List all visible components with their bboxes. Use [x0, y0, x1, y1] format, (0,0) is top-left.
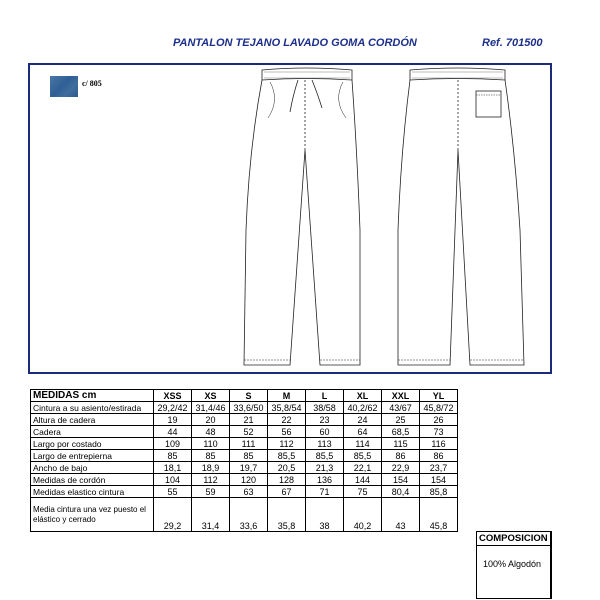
table-cell: 86	[420, 450, 458, 462]
table-cell: 22,9	[382, 462, 420, 474]
table-cell: 56	[268, 426, 306, 438]
table-row	[31, 438, 458, 450]
table-cell: 18,1	[154, 462, 192, 474]
table-cell: 18,9	[192, 462, 230, 474]
table-cell: 52	[230, 426, 268, 438]
table-cell: 85	[230, 450, 268, 462]
table-cell: 80,4	[382, 486, 420, 498]
table-cell: 22,1	[344, 462, 382, 474]
table-cell: 113	[306, 438, 344, 450]
table-header-cell: M	[268, 390, 306, 402]
composition-box	[476, 531, 552, 599]
table-cell: 45,8	[420, 498, 458, 532]
table-cell: 38/58	[306, 402, 344, 414]
table-cell: 31,4	[192, 498, 230, 532]
row-label: Medidas de cordón	[31, 474, 154, 486]
table-cell: 23	[306, 414, 344, 426]
table-cell: 35,8/54	[268, 402, 306, 414]
back-pants-drawing	[398, 68, 524, 365]
table-cell: 55	[154, 486, 192, 498]
table-header-cell: YL	[420, 390, 458, 402]
table-row	[31, 402, 458, 414]
table-cell: 112	[268, 438, 306, 450]
table-cell: 40,2	[344, 498, 382, 532]
table-row	[31, 486, 458, 498]
fabric-color-code: c/ 805	[82, 79, 102, 88]
table-row	[31, 474, 458, 486]
table-row	[31, 426, 458, 438]
table-cell: 120	[230, 474, 268, 486]
table-cell: 29,2	[154, 498, 192, 532]
table-cell: 48	[192, 426, 230, 438]
table-cell: 85,5	[344, 450, 382, 462]
table-row	[31, 450, 458, 462]
table-cell: 63	[230, 486, 268, 498]
table-cell: 24	[344, 414, 382, 426]
table-cell: 67	[268, 486, 306, 498]
table-cell: 111	[230, 438, 268, 450]
row-label: Largo de entrepierna	[31, 450, 154, 462]
table-cell: 22	[268, 414, 306, 426]
table-cell: 19	[154, 414, 192, 426]
table-cell: 85	[192, 450, 230, 462]
table-cell: 38	[306, 498, 344, 532]
table-cell: 25	[382, 414, 420, 426]
table-cell: 44	[154, 426, 192, 438]
table-cell: 68,5	[382, 426, 420, 438]
table-header-row	[31, 390, 458, 402]
measurement-table	[30, 389, 458, 532]
table-cell: 144	[344, 474, 382, 486]
row-label: Cadera	[31, 426, 154, 438]
table-cell: 33,6/50	[230, 402, 268, 414]
table-header-cell: MEDIDAS cm	[31, 390, 154, 402]
table-cell: 114	[344, 438, 382, 450]
composition-heading: COMPOSICION	[477, 532, 550, 546]
table-header-cell: L	[306, 390, 344, 402]
table-row	[31, 462, 458, 474]
table-cell: 110	[192, 438, 230, 450]
table-cell: 85,5	[268, 450, 306, 462]
table-cell: 59	[192, 486, 230, 498]
product-title: PANTALON TEJANO LAVADO GOMA CORDÓN	[173, 37, 417, 49]
table-cell: 128	[268, 474, 306, 486]
table-header-cell: XL	[344, 390, 382, 402]
table-cell: 86	[382, 450, 420, 462]
table-cell: 31,4/46	[192, 402, 230, 414]
front-pants-drawing	[244, 68, 360, 365]
table-cell: 154	[382, 474, 420, 486]
table-cell: 109	[154, 438, 192, 450]
table-cell: 21	[230, 414, 268, 426]
table-cell: 43	[382, 498, 420, 532]
row-label: Cintura a su asiento/estirada	[31, 402, 154, 414]
table-row	[31, 414, 458, 426]
table-cell: 29,2/42	[154, 402, 192, 414]
table-cell: 112	[192, 474, 230, 486]
table-header-cell: XXL	[382, 390, 420, 402]
table-cell: 20	[192, 414, 230, 426]
table-cell: 23,7	[420, 462, 458, 474]
table-cell: 45,8/72	[420, 402, 458, 414]
composition-value: 100% Algodón	[483, 559, 542, 569]
table-row	[31, 498, 458, 532]
row-label: Largo por costado	[31, 438, 154, 450]
table-cell: 35,8	[268, 498, 306, 532]
table-cell: 75	[344, 486, 382, 498]
table-header-cell: XSS	[154, 390, 192, 402]
row-label: Altura de cadera	[31, 414, 154, 426]
product-reference: Ref. 701500	[482, 37, 543, 49]
table-cell: 136	[306, 474, 344, 486]
table-cell: 20,5	[268, 462, 306, 474]
table-cell: 43/67	[382, 402, 420, 414]
table-cell: 71	[306, 486, 344, 498]
table-cell: 85,5	[306, 450, 344, 462]
table-cell: 85	[154, 450, 192, 462]
table-cell: 64	[344, 426, 382, 438]
table-cell: 33,6	[230, 498, 268, 532]
row-label: Medidas elastico cintura	[31, 486, 154, 498]
table-cell: 26	[420, 414, 458, 426]
table-cell: 104	[154, 474, 192, 486]
table-cell: 116	[420, 438, 458, 450]
row-label: Ancho de bajo	[31, 462, 154, 474]
row-label: Media cintura una vez puesto el elástico y cerrado	[31, 498, 154, 532]
table-header-cell: S	[230, 390, 268, 402]
table-cell: 85,8	[420, 486, 458, 498]
table-cell: 154	[420, 474, 458, 486]
table-cell: 21,3	[306, 462, 344, 474]
table-header-cell: XS	[192, 390, 230, 402]
table-cell: 73	[420, 426, 458, 438]
table-cell: 19,7	[230, 462, 268, 474]
table-cell: 60	[306, 426, 344, 438]
table-cell: 115	[382, 438, 420, 450]
table-cell: 40,2/62	[344, 402, 382, 414]
